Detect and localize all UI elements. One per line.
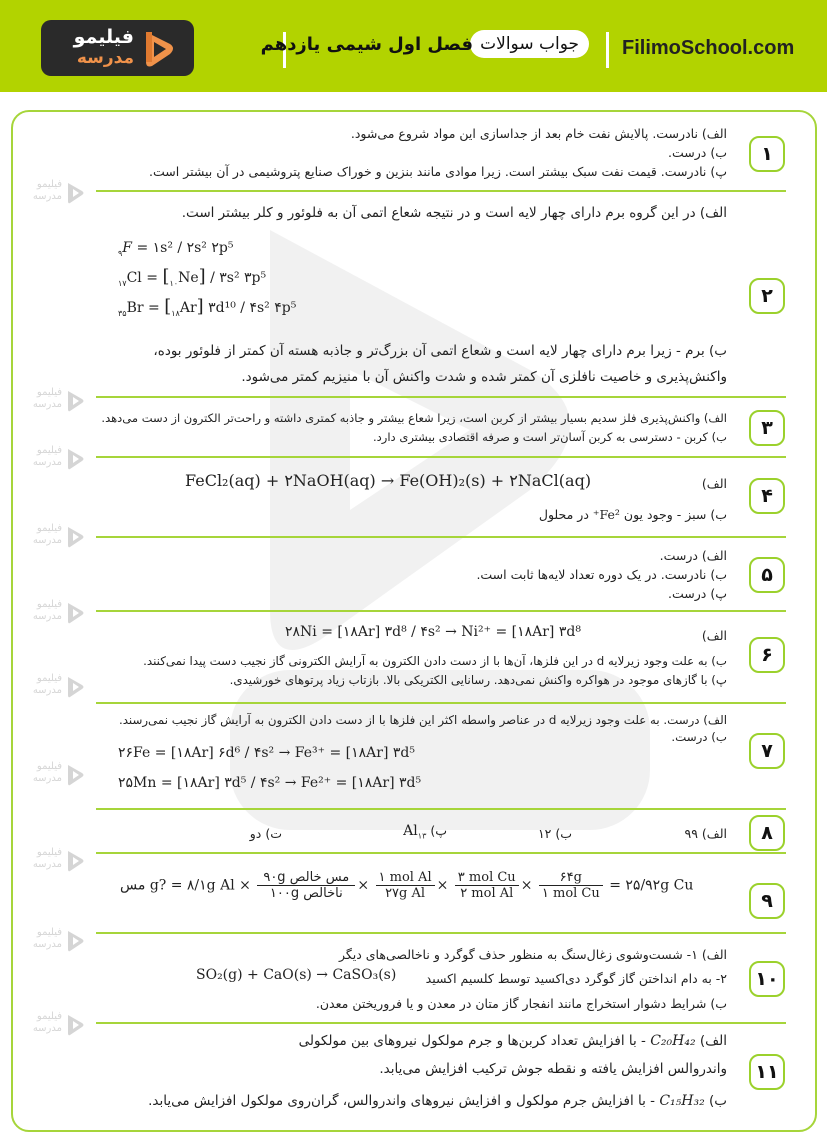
watermark-play-icon	[66, 182, 86, 204]
q10-line-b: ب) شرایط دشوار استخراج مانند انفجار گاز متان در معدن و یا فروریختن معدن.	[315, 996, 727, 1011]
q4-line-b: ب) سبز - وجود یون Fe²⁺ در محلول	[538, 507, 727, 522]
divider	[96, 852, 786, 854]
watermark-line2: مدرسه	[32, 685, 62, 696]
q6-equation: ۲۸Ni = [۱۸Ar] ۳d⁸ / ۴s² → Ni²⁺ = [۱۸Ar] ۳d⁸	[285, 624, 581, 640]
side-watermark	[22, 760, 92, 790]
watermark-play-icon	[66, 390, 86, 412]
watermark-play-icon	[66, 676, 86, 698]
q9-calculation: مس g? = ۸/۱g Al × $\frac{\text{۹۰g مس خالص}}{\text{۱۰۰g ناخالص}}$ × $\frac{\text{۱ mol Al}}{\text{۲۷g Al}}$ × $\frac{\text{۳ mol Cu}}{\text{۲ mol Al}}$ × $\frac{۶۴g}{\text{۱ mol Cu}}$ = ۲۵/۹۲g Cu	[120, 870, 694, 901]
q6-label-a: الف)	[701, 628, 727, 643]
q10-line-a1: الف) ۱- شست‌وشوی زغال‌سنگ به منظور حذف گوگرد و ناخالصی‌های دیگر	[338, 947, 727, 962]
q4-equation: FeCl₂(aq) + ۲NaOH(aq) → Fe(OH)₂(s) + ۲NaCl(aq)	[185, 471, 592, 490]
q2-formula-br: $_{۳۵}Br = [_{۱۸}Ar]$ ۳d¹⁰ / ۴s² ۴p⁵	[118, 296, 297, 318]
watermark-line1: فیلیمو	[36, 927, 62, 938]
watermark-play-icon	[66, 930, 86, 952]
q5-line-c: پ) درست.	[668, 586, 727, 601]
divider	[96, 808, 786, 810]
q5-line-a: الف) درست.	[659, 548, 727, 563]
watermark-line2: مدرسه	[32, 859, 62, 870]
q8-answer-d: ت) دو	[249, 826, 282, 841]
watermark-play-icon	[66, 602, 86, 624]
q11-line-a: الف) C₂₀H₄₂ - با افزایش تعداد کربن‌ها و جرم مولکول نیروهای بین مولکولی	[298, 1033, 727, 1049]
q2-line-a: الف) در این گروه برم دارای چهار لایه است و در نتیجه شعاع اتمی آن به فلوئور و کلر بیشتر است.	[181, 205, 727, 221]
side-watermark	[22, 386, 92, 416]
question-number-badge: ۵	[749, 557, 785, 593]
question-number-badge: ۶	[749, 637, 785, 673]
q8-answer-b: ب) ۱۲	[537, 826, 572, 841]
watermark-line1: فیلیمو	[36, 445, 62, 456]
q7-line-b: ب) درست.	[671, 730, 727, 744]
divider	[96, 1022, 786, 1024]
side-watermark	[22, 522, 92, 552]
watermark-line2: مدرسه	[32, 457, 62, 468]
watermark-line2: مدرسه	[32, 191, 62, 202]
filimo-school-logo[interactable]	[41, 20, 194, 76]
side-watermark	[22, 926, 92, 956]
watermark-line1: فیلیمو	[36, 761, 62, 772]
question-number-badge: ۷	[749, 733, 785, 769]
side-watermark	[22, 1010, 92, 1040]
divider	[96, 396, 786, 398]
q6-line-b: ب) به علت وجود زیرلایه d در این فلزها، آن‌ها با از دست دادن الکترون به آرایش الکترونی گاز نجیب دست پیدا نمی‌کنند.	[143, 654, 727, 668]
q2-formula-cl: $_{۱۷}Cl = [_{۱۰}Ne]$ / ۳s² ۳p⁵	[118, 266, 267, 288]
title-bold: فصل اول شیمی یازدهم	[260, 34, 473, 55]
q7-equation-fe: ۲۶Fe = [۱۸Ar] ۶d⁶ / ۴s² → Fe³⁺ = [۱۸Ar] ۳d⁵	[118, 745, 415, 761]
watermark-play-icon	[66, 850, 86, 872]
background-watermark-icon	[230, 170, 650, 930]
q5-line-b: ب) نادرست. در یک دوره تعداد لایه‌ها ثابت است.	[476, 567, 727, 582]
question-number-badge: ۱۱	[749, 1054, 785, 1090]
watermark-play-icon	[66, 526, 86, 548]
watermark-line2: مدرسه	[32, 611, 62, 622]
q2-line-b2: واکنش‌پذیری و خاصیت نافلزی آن کمتر شده و شدت واکنش آن با منیزیم کمتر می‌شود.	[241, 369, 727, 385]
watermark-line1: فیلیمو	[36, 847, 62, 858]
side-watermark	[22, 178, 92, 208]
divider	[96, 456, 786, 458]
q8-answer-c: پ) $Al_{۱۳}$	[403, 823, 447, 841]
divider	[96, 536, 786, 538]
question-number-badge: ۸	[749, 815, 785, 851]
watermark-line1: فیلیمو	[36, 179, 62, 190]
q1-line-c: پ) نادرست. قیمت نفت سبک بیشتر است. زیرا موادی مانند بنزین و خوراک صنایع پتروشیمی در آن بیشتر است.	[149, 164, 727, 179]
question-number-badge: ۱	[749, 136, 785, 172]
watermark-line1: فیلیمو	[36, 599, 62, 610]
divider	[96, 610, 786, 612]
watermark-line2: مدرسه	[32, 535, 62, 546]
watermark-line2: مدرسه	[32, 773, 62, 784]
divider	[96, 932, 786, 934]
q2-formula-f: $_۹$F = ۱s² / ۲s² ۲p⁵	[118, 240, 234, 258]
q10-equation: SO₂(g) + CaO(s) → CaSO₃(s)	[196, 967, 397, 983]
question-number-badge: ۱۰	[749, 961, 785, 997]
q3-line-a: الف) واکنش‌پذیری فلز سدیم بسیار بیشتر از کربن است، زیرا شعاع بیشتر و جاذبه کمتری داشته و راحت‌تر الکترون از دست می‌دهد.	[101, 411, 727, 425]
logo-text-madrese: مدرسه	[76, 48, 134, 68]
watermark-play-icon	[66, 448, 86, 470]
q1-line-a: الف) نادرست. پالایش نفت خام بعد از جداسازی این مواد شروع می‌شود.	[350, 126, 727, 141]
question-number-badge: ۲	[749, 278, 785, 314]
q6-line-c: پ) با گازهای موجود در هواکره واکنش نمی‌دهد. رسانایی الکتریکی بالا. بازتاب زیاد پرتوهای خورشیدی.	[229, 673, 727, 687]
q3-line-b: ب) کربن - دسترسی به کربن آسان‌تر است و صرفه اقتصادی بیشتری دارد.	[373, 430, 727, 444]
q11-line-b: ب) C₁₅H₃₂ - با افزایش جرم مولکول و افزایش نیروهای واندروالس، گران‌روی مولکول افزایش می‌یابد.	[148, 1093, 727, 1109]
side-watermark	[22, 598, 92, 628]
watermark-line1: فیلیمو	[36, 673, 62, 684]
watermark-line1: فیلیمو	[36, 1011, 62, 1022]
q10-line-a2: ۲- به دام انداختن گاز گوگرد دی‌اکسید توسط کلسیم اکسید	[425, 971, 727, 986]
filimo-play-icon	[142, 30, 178, 68]
page-title	[260, 30, 589, 66]
watermark-line1: فیلیمو	[36, 387, 62, 398]
q7-equation-mn: ۲۵Mn = [۱۸Ar] ۳d⁵ / ۴s² → Fe²⁺ = [۱۸Ar] ۳d⁵	[118, 775, 422, 791]
logo-text-filimo: فیلیمو	[73, 26, 134, 48]
divider	[96, 702, 786, 704]
q2-line-b1: ب) برم - زیرا برم دارای چهار لایه است و شعاع اتمی آن بزرگ‌تر و جاذبه هسته آن کمتر از فلوئور بوده،	[153, 343, 727, 359]
watermark-line2: مدرسه	[32, 399, 62, 410]
question-number-badge: ۴	[749, 478, 785, 514]
watermark-play-icon	[66, 764, 86, 786]
q7-line-a: الف) درست. به علت وجود زیرلایه d در عناصر واسطه اکثر این فلزها با از دست دادن الکترون به آرایش گاز نجیب نمی‌رسند.	[118, 713, 727, 727]
q11-line-a2: واندروالس افزایش یافته و نقطه جوش ترکیب افزایش می‌یابد.	[379, 1061, 727, 1077]
question-number-badge: ۳	[749, 410, 785, 446]
page-header	[0, 0, 827, 92]
watermark-play-icon	[66, 1014, 86, 1036]
watermark-line1: فیلیمو	[36, 523, 62, 534]
header-divider	[606, 32, 609, 68]
side-watermark	[22, 672, 92, 702]
watermark-line2: مدرسه	[32, 1023, 62, 1034]
q4-label-a: الف)	[701, 476, 727, 491]
watermark-line2: مدرسه	[32, 939, 62, 950]
side-watermark	[22, 846, 92, 876]
question-number-badge: ۹	[749, 883, 785, 919]
site-url[interactable]: FilimoSchool.com	[622, 37, 795, 59]
q8-answer-a: الف) ۹۹	[684, 826, 727, 841]
side-watermark	[22, 444, 92, 474]
q1-line-b: ب) درست.	[668, 145, 727, 160]
title-pill: جواب سوالات	[470, 30, 589, 58]
divider	[96, 190, 786, 192]
